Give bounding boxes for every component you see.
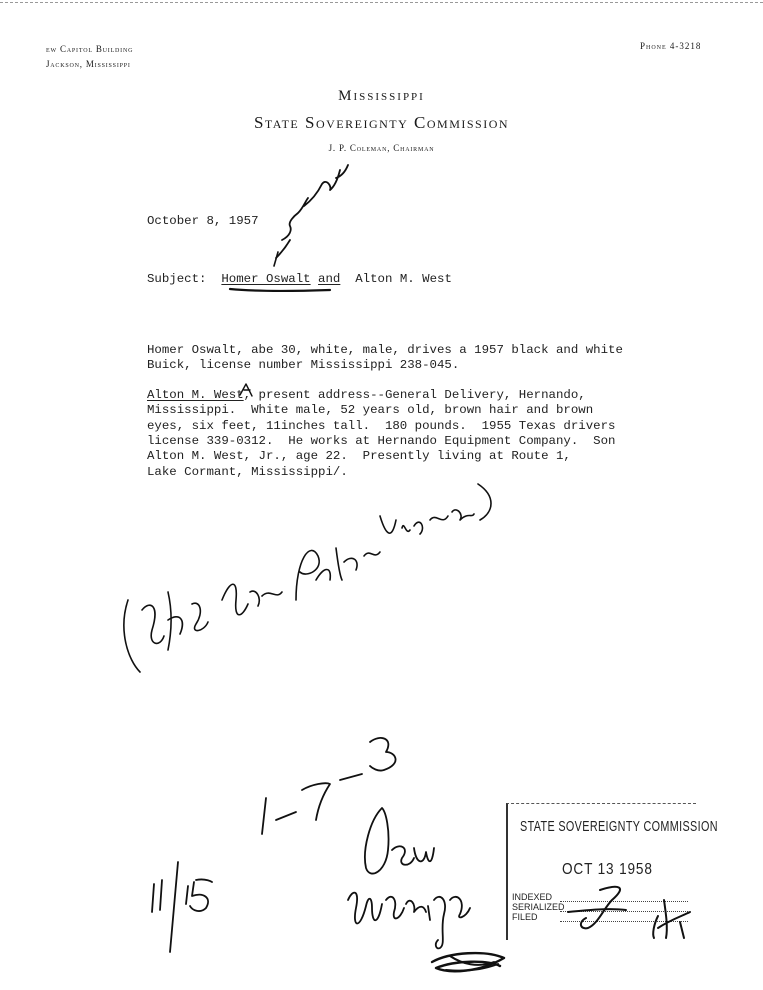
para2-line3: eyes, six feet, 11inches tall. 180 pounds. 1955 Texas drivers (147, 418, 616, 433)
stamp-filed: FILED (512, 912, 538, 922)
para2-line2: Mississippi. White male, 52 years old, brown hair and brown (147, 403, 594, 418)
para1-line2: Buick, license number Mississippi 238-045. (147, 358, 460, 373)
letterhead-state: Mississippi (338, 88, 425, 104)
handwritten-subject-note (274, 165, 348, 266)
para2-line1-rest: , present address--General Delivery, Hernando, (243, 387, 586, 402)
para2-line6: Lake Cormant, Mississippi/. (147, 464, 348, 479)
handwritten-signature (348, 808, 470, 948)
letterhead-phone: Phone 4-3218 (640, 41, 702, 51)
subject-label: Subject: (147, 272, 207, 286)
received-stamp (506, 803, 718, 940)
para2-line4: license 339-0312. He works at Hernando Equipment Company. Son (147, 434, 616, 449)
subject-name-west: Alton M. West (355, 272, 452, 286)
stamp-title: STATE SOVEREIGNTY COMMISSION (520, 818, 718, 835)
handwritten-scribble (432, 953, 504, 971)
subject-and: and (318, 272, 341, 286)
handwritten-file-number (262, 738, 396, 834)
memo-date: October 8, 1957 (147, 214, 259, 228)
letterhead-commission: State Sovereignty Commission (253, 113, 510, 132)
address-line-city: Jackson, Mississippi (46, 59, 131, 69)
para1-line1: Homer Oswalt, abe 30, white, male, drives a 1957 black and white (147, 343, 623, 357)
handwritten-info-note (124, 484, 491, 672)
stamp-serialized: SERIALIZED (512, 902, 565, 912)
stamp-initials-marks (508, 804, 696, 940)
address-line-building: ew Capitol Building (46, 44, 134, 54)
stamp-date: OCT 13 1958 (562, 861, 653, 878)
insert-caret-mark (240, 384, 252, 396)
subject-name-oswalt: Homer Oswalt (221, 272, 311, 286)
handwritten-underline (230, 289, 330, 291)
para2-line5: Alton M. West, Jr., age 22. Presently living at Route 1, (147, 449, 571, 464)
para2-name: Alton M. West (147, 387, 244, 402)
handwritten-initials-date (152, 862, 212, 952)
letterhead-chairman: J. P. Coleman, Chairman (328, 143, 435, 153)
stamp-indexed: INDEXED (512, 892, 553, 902)
